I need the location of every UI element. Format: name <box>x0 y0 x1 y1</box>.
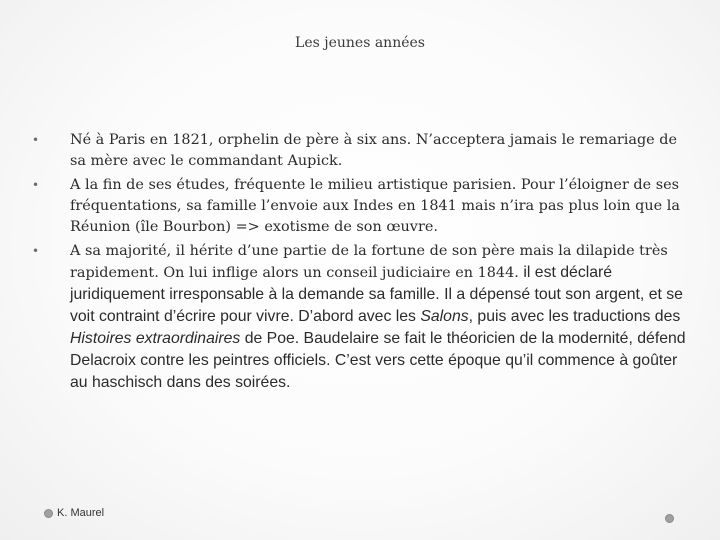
circle-bullet-icon <box>665 514 674 523</box>
bullet-icon: • <box>32 133 40 147</box>
bullet-text: A la fin de ses études, fréquente le milieu artistique parisien. Pour l’éloigner de ses fréquentations, sa famille l’envoie aux Indes en 1841 mais n’ira pas plus loin que la Réunion (île Bourbon) => exotisme de son œuvre. <box>70 177 680 235</box>
italic-title-histoires: Histoires extraordinaires <box>70 330 241 347</box>
bullet-text-sans: , puis avec les traductions des <box>468 308 681 325</box>
bullet-text-sans: de Poe. Baudelaire se fait le théoricien de la modernité, défend Delacroix contre les peintres officiels. C’est vers cette époque qu’il commence à goûter au haschisch dans des soirées. <box>70 330 686 391</box>
bullet-icon: • <box>32 178 40 192</box>
bullet-icon: • <box>32 244 40 258</box>
circle-bullet-icon <box>44 509 53 518</box>
bullet-text-sans: il est déclaré juridiquement irresponsable à la demande sa famille. Il a dépensé tout son argent, et se voit contraint d’écrire pour vivre. D’abord avec les <box>70 264 683 325</box>
slide-title: Les jeunes années <box>295 35 425 51</box>
bullet-item <box>28 175 688 238</box>
italic-title-salons: Salons <box>420 308 469 325</box>
bullet-item <box>28 130 688 172</box>
footer-page-marker <box>665 510 674 528</box>
bullet-text-serif: A sa majorité, il hérite d’une partie de la fortune de son père mais la dilapide très rapidement. On lui inflige alors un conseil judiciaire en 1844. <box>70 243 668 281</box>
bullet-item <box>28 241 688 394</box>
bullet-text: Né à Paris en 1821, orphelin de père à six ans. N’acceptera jamais le remariage de sa mère avec le commandant Aupick. <box>70 132 677 169</box>
footer-author <box>44 507 104 519</box>
bullet-list <box>28 130 688 397</box>
author-name: K. Maurel <box>57 507 105 519</box>
